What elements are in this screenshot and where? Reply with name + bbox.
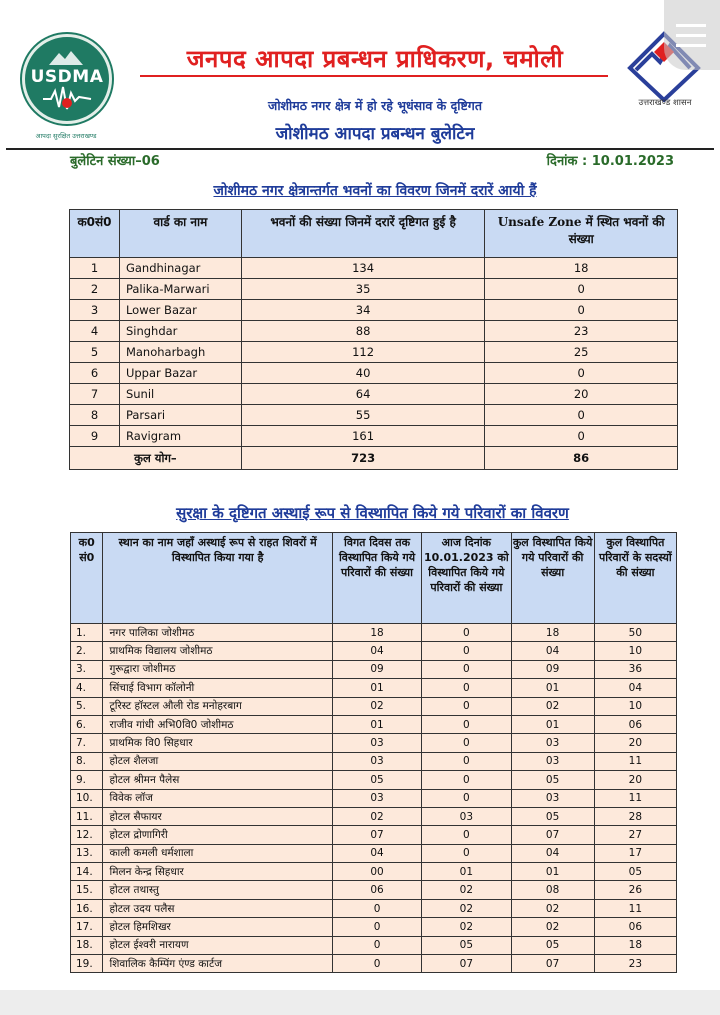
total-row bbox=[70, 447, 678, 470]
previous-count-cell: 04 bbox=[332, 642, 421, 660]
ward-name-cell: Parsari bbox=[119, 405, 241, 426]
previous-count-cell: 02 bbox=[332, 807, 421, 825]
place-name-cell: नगर पालिका जोशीमठ bbox=[103, 624, 332, 642]
previous-count-cell: 0 bbox=[332, 955, 421, 973]
section1-title: जोशीमठ नगर क्षेत्रान्तर्गत भवनों का विवरण जिनमें दरारें आयी हैं bbox=[213, 183, 537, 199]
total-families-cell: 04 bbox=[511, 642, 594, 660]
table-row bbox=[71, 936, 677, 954]
ward-name-cell: Manoharbagh bbox=[119, 342, 241, 363]
cracked-count-cell: 134 bbox=[241, 258, 484, 279]
serial-cell: 10. bbox=[71, 789, 103, 807]
serial-cell: 5. bbox=[71, 697, 103, 715]
today-count-cell: 02 bbox=[422, 881, 511, 899]
members-count-cell: 11 bbox=[594, 789, 676, 807]
serial-cell: 2. bbox=[71, 642, 103, 660]
previous-count-cell: 0 bbox=[332, 899, 421, 917]
total-families-cell: 09 bbox=[511, 660, 594, 678]
place-name-cell: मिलन केन्द्र सिहधार bbox=[103, 863, 332, 881]
members-count-cell: 10 bbox=[594, 642, 676, 660]
place-name-cell: होटल उदय पलैस bbox=[103, 899, 332, 917]
unsafe-count-cell: 0 bbox=[485, 279, 678, 300]
serial-cell: 4. bbox=[71, 679, 103, 697]
members-count-cell: 28 bbox=[594, 807, 676, 825]
serial-cell: 11. bbox=[71, 807, 103, 825]
table-row bbox=[70, 426, 678, 447]
unsafe-count-cell: 23 bbox=[485, 321, 678, 342]
serial-cell: 14. bbox=[71, 863, 103, 881]
table-row bbox=[71, 863, 677, 881]
serial-cell: 13. bbox=[71, 844, 103, 862]
column-header: भवनों की संख्या जिनमें दरारें दृष्टिगत हुई है bbox=[241, 210, 484, 258]
unsafe-count-cell: 0 bbox=[485, 426, 678, 447]
serial-cell: 6. bbox=[71, 715, 103, 733]
serial-cell: 1 bbox=[70, 258, 120, 279]
table-row bbox=[71, 752, 677, 770]
serial-cell: 19. bbox=[71, 955, 103, 973]
bottom-bar bbox=[0, 990, 720, 1015]
previous-count-cell: 18 bbox=[332, 624, 421, 642]
serial-cell: 5 bbox=[70, 342, 120, 363]
serial-cell: 8. bbox=[71, 752, 103, 770]
table-row bbox=[71, 899, 677, 917]
place-name-cell: गुरूद्वारा जोशीमठ bbox=[103, 660, 332, 678]
members-count-cell: 10 bbox=[594, 697, 676, 715]
serial-cell: 15. bbox=[71, 881, 103, 899]
today-count-cell: 0 bbox=[422, 660, 511, 678]
today-count-cell: 0 bbox=[422, 679, 511, 697]
cracked-count-cell: 55 bbox=[241, 405, 484, 426]
ward-name-cell: Lower Bazar bbox=[119, 300, 241, 321]
place-name-cell: होटल हिमशिखर bbox=[103, 918, 332, 936]
unsafe-count-cell: 0 bbox=[485, 300, 678, 321]
members-count-cell: 04 bbox=[594, 679, 676, 697]
total-families-cell: 01 bbox=[511, 863, 594, 881]
place-name-cell: राजीव गांधी अभि0वि0 जोशीमठ bbox=[103, 715, 332, 733]
total-families-cell: 02 bbox=[511, 899, 594, 917]
serial-cell: 3. bbox=[71, 660, 103, 678]
usdma-logo bbox=[22, 34, 112, 124]
today-count-cell: 02 bbox=[422, 918, 511, 936]
column-header: स्थान का नाम जहाँ अस्थाई रूप से राहत शिवरों में विस्थापित किया गया है bbox=[103, 533, 332, 624]
total-families-cell: 04 bbox=[511, 844, 594, 862]
bulletin-date: दिनांक : 10.01.2023 bbox=[546, 154, 674, 169]
table-row bbox=[71, 715, 677, 733]
total-unsafe: 86 bbox=[485, 447, 678, 470]
total-families-cell: 05 bbox=[511, 936, 594, 954]
cracked-count-cell: 40 bbox=[241, 363, 484, 384]
total-families-cell: 03 bbox=[511, 734, 594, 752]
members-count-cell: 11 bbox=[594, 899, 676, 917]
unsafe-count-cell: 20 bbox=[485, 384, 678, 405]
section2-title: सुरक्षा के दृष्टिगत अस्थाई रूप से विस्थापित किये गये परिवारों का विवरण bbox=[176, 504, 569, 522]
table-row bbox=[70, 321, 678, 342]
previous-count-cell: 00 bbox=[332, 863, 421, 881]
previous-count-cell: 05 bbox=[332, 771, 421, 789]
serial-cell: 4 bbox=[70, 321, 120, 342]
previous-count-cell: 01 bbox=[332, 679, 421, 697]
bulletin-number: बुलेटिन संख्या–06 bbox=[70, 154, 160, 169]
table-row bbox=[71, 642, 677, 660]
table-row bbox=[71, 807, 677, 825]
displaced-families-table bbox=[70, 532, 677, 973]
total-families-cell: 01 bbox=[511, 715, 594, 733]
hamburger-icon bbox=[676, 24, 706, 27]
unsafe-count-cell: 0 bbox=[485, 405, 678, 426]
previous-count-cell: 01 bbox=[332, 715, 421, 733]
column-header: क0 सं0 bbox=[71, 533, 103, 624]
serial-cell: 1. bbox=[71, 624, 103, 642]
table-row bbox=[71, 624, 677, 642]
serial-cell: 6 bbox=[70, 363, 120, 384]
today-count-cell: 0 bbox=[422, 697, 511, 715]
today-count-cell: 0 bbox=[422, 752, 511, 770]
serial-cell: 3 bbox=[70, 300, 120, 321]
header-divider bbox=[6, 148, 714, 150]
place-name-cell: प्राथमिक विद्यालय जोशीमठ bbox=[103, 642, 332, 660]
serial-cell: 18. bbox=[71, 936, 103, 954]
bulletin-title: जोशीमठ आपदा प्रबन्धन बुलेटिन bbox=[275, 124, 475, 144]
table-row bbox=[70, 363, 678, 384]
place-name-cell: होटल द्रोणागिरी bbox=[103, 826, 332, 844]
total-label: कुल योग– bbox=[70, 447, 242, 470]
serial-cell: 2 bbox=[70, 279, 120, 300]
previous-count-cell: 03 bbox=[332, 734, 421, 752]
page-subtitle: जोशीमठ नगर क्षेत्र में हो रहे भूधंसाव के दृष्टिगत bbox=[268, 98, 482, 113]
today-count-cell: 05 bbox=[422, 936, 511, 954]
place-name-cell: होटल श्रीमन पैलेस bbox=[103, 771, 332, 789]
ward-name-cell: Ravigram bbox=[119, 426, 241, 447]
today-count-cell: 0 bbox=[422, 826, 511, 844]
ward-name-cell: Gandhinagar bbox=[119, 258, 241, 279]
total-families-cell: 05 bbox=[511, 771, 594, 789]
today-count-cell: 03 bbox=[422, 807, 511, 825]
members-count-cell: 27 bbox=[594, 826, 676, 844]
place-name-cell: टूरिस्ट हॉस्टल औली रोड मनोहरबाग bbox=[103, 697, 332, 715]
bulletin-header bbox=[0, 0, 720, 150]
place-name-cell: शिवालिक कैम्पिंग एंण्ड कार्टज bbox=[103, 955, 332, 973]
uttarakhand-govt-caption: उत्तराखण्ड शासन bbox=[638, 98, 692, 108]
members-count-cell: 26 bbox=[594, 881, 676, 899]
cracked-buildings-table bbox=[69, 209, 678, 470]
column-header: Unsafe Zone में स्थित भवनों की संख्या bbox=[485, 210, 678, 258]
table-row bbox=[71, 679, 677, 697]
cracked-count-cell: 161 bbox=[241, 426, 484, 447]
members-count-cell: 20 bbox=[594, 771, 676, 789]
place-name-cell: होटल तथास्तु bbox=[103, 881, 332, 899]
members-count-cell: 11 bbox=[594, 752, 676, 770]
today-count-cell: 01 bbox=[422, 863, 511, 881]
members-count-cell: 05 bbox=[594, 863, 676, 881]
serial-cell: 16. bbox=[71, 899, 103, 917]
table-row bbox=[70, 258, 678, 279]
table-row bbox=[71, 789, 677, 807]
cracked-count-cell: 112 bbox=[241, 342, 484, 363]
previous-count-cell: 03 bbox=[332, 752, 421, 770]
members-count-cell: 06 bbox=[594, 918, 676, 936]
table-row bbox=[71, 918, 677, 936]
members-count-cell: 50 bbox=[594, 624, 676, 642]
table-header-row bbox=[70, 210, 678, 258]
column-header: विगत दिवस तक विस्थापित किये गये परिवारों की संख्या bbox=[332, 533, 421, 624]
place-name-cell: प्राथमिक वि0 सिहधार bbox=[103, 734, 332, 752]
total-families-cell: 07 bbox=[511, 826, 594, 844]
ward-name-cell: Sunil bbox=[119, 384, 241, 405]
column-header: क0सं0 bbox=[70, 210, 120, 258]
unsafe-count-cell: 18 bbox=[485, 258, 678, 279]
place-name-cell: सिंचाई विभाग कॉलोनी bbox=[103, 679, 332, 697]
previous-count-cell: 07 bbox=[332, 826, 421, 844]
serial-cell: 17. bbox=[71, 918, 103, 936]
previous-count-cell: 02 bbox=[332, 697, 421, 715]
serial-cell: 9. bbox=[71, 771, 103, 789]
members-count-cell: 20 bbox=[594, 734, 676, 752]
total-families-cell: 02 bbox=[511, 918, 594, 936]
members-count-cell: 36 bbox=[594, 660, 676, 678]
ward-name-cell: Palika-Marwari bbox=[119, 279, 241, 300]
column-header: वार्ड का नाम bbox=[119, 210, 241, 258]
cracked-count-cell: 88 bbox=[241, 321, 484, 342]
table-row bbox=[71, 955, 677, 973]
cracked-count-cell: 35 bbox=[241, 279, 484, 300]
serial-cell: 7. bbox=[71, 734, 103, 752]
table-row bbox=[71, 881, 677, 899]
table-row bbox=[71, 844, 677, 862]
serial-cell: 8 bbox=[70, 405, 120, 426]
column-header: कुल विस्थापित परिवारों के सदस्यों की संख्या bbox=[594, 533, 676, 624]
total-families-cell: 07 bbox=[511, 955, 594, 973]
total-families-cell: 18 bbox=[511, 624, 594, 642]
ward-name-cell: Uppar Bazar bbox=[119, 363, 241, 384]
table-row bbox=[70, 279, 678, 300]
unsafe-count-cell: 0 bbox=[485, 363, 678, 384]
today-count-cell: 0 bbox=[422, 771, 511, 789]
menu-button[interactable] bbox=[664, 0, 720, 70]
column-header: आज दिनांक 10.01.2023 को विस्थापित किये गये परिवारों की संख्या bbox=[422, 533, 511, 624]
place-name-cell: विवेक लॉज bbox=[103, 789, 332, 807]
usdma-logo-caption: आपदा सुरक्षित उत्तराखण्ड bbox=[35, 132, 97, 140]
ward-name-cell: Singhdar bbox=[119, 321, 241, 342]
today-count-cell: 0 bbox=[422, 624, 511, 642]
total-families-cell: 03 bbox=[511, 789, 594, 807]
today-count-cell: 0 bbox=[422, 734, 511, 752]
total-families-cell: 03 bbox=[511, 752, 594, 770]
previous-count-cell: 04 bbox=[332, 844, 421, 862]
usdma-logo-text: USDMA bbox=[30, 67, 104, 87]
table-header-row bbox=[71, 533, 677, 624]
title-underline bbox=[140, 75, 608, 77]
serial-cell: 9 bbox=[70, 426, 120, 447]
hamburger-icon bbox=[676, 44, 706, 47]
today-count-cell: 0 bbox=[422, 642, 511, 660]
place-name-cell: होटल सैफायर bbox=[103, 807, 332, 825]
cracked-count-cell: 64 bbox=[241, 384, 484, 405]
page-title: जनपद आपदा प्रबन्धन प्राधिकरण, चमोली bbox=[186, 45, 564, 73]
column-header: कुल विस्थापित किये गये परिवारों की संख्या bbox=[511, 533, 594, 624]
previous-count-cell: 09 bbox=[332, 660, 421, 678]
table-row bbox=[71, 734, 677, 752]
previous-count-cell: 0 bbox=[332, 918, 421, 936]
today-count-cell: 02 bbox=[422, 899, 511, 917]
today-count-cell: 07 bbox=[422, 955, 511, 973]
members-count-cell: 18 bbox=[594, 936, 676, 954]
table-row bbox=[70, 342, 678, 363]
table-row bbox=[71, 771, 677, 789]
place-name-cell: होटल शैलजा bbox=[103, 752, 332, 770]
serial-cell: 12. bbox=[71, 826, 103, 844]
members-count-cell: 23 bbox=[594, 955, 676, 973]
cracked-count-cell: 34 bbox=[241, 300, 484, 321]
previous-count-cell: 03 bbox=[332, 789, 421, 807]
table-row bbox=[70, 384, 678, 405]
total-families-cell: 08 bbox=[511, 881, 594, 899]
total-families-cell: 05 bbox=[511, 807, 594, 825]
serial-cell: 7 bbox=[70, 384, 120, 405]
place-name-cell: होटल ईश्वरी नारायण bbox=[103, 936, 332, 954]
members-count-cell: 17 bbox=[594, 844, 676, 862]
table-row bbox=[71, 826, 677, 844]
today-count-cell: 0 bbox=[422, 789, 511, 807]
table-row bbox=[71, 660, 677, 678]
members-count-cell: 06 bbox=[594, 715, 676, 733]
previous-count-cell: 06 bbox=[332, 881, 421, 899]
today-count-cell: 0 bbox=[422, 844, 511, 862]
total-cracked: 723 bbox=[241, 447, 484, 470]
previous-count-cell: 0 bbox=[332, 936, 421, 954]
unsafe-count-cell: 25 bbox=[485, 342, 678, 363]
hamburger-icon bbox=[676, 34, 706, 37]
today-count-cell: 0 bbox=[422, 715, 511, 733]
table-row bbox=[70, 405, 678, 426]
table-row bbox=[71, 697, 677, 715]
place-name-cell: काली कमली धर्मशाला bbox=[103, 844, 332, 862]
table-row bbox=[70, 300, 678, 321]
total-families-cell: 02 bbox=[511, 697, 594, 715]
total-families-cell: 01 bbox=[511, 679, 594, 697]
